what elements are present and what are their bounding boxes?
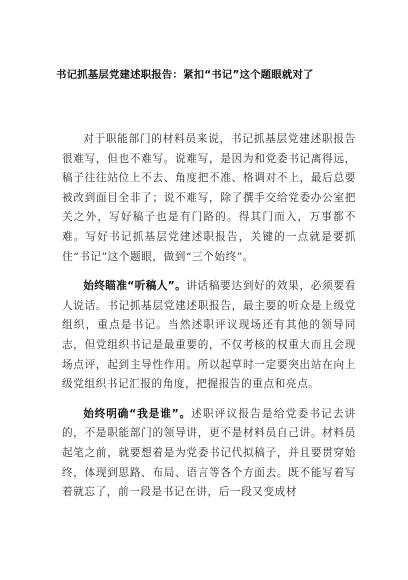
paragraph-audience-heading: 始终瞄准“听稿人”。 — [83, 280, 187, 293]
paragraph-identity-heading: 始终明确“我是谁”。 — [83, 407, 192, 420]
document-body — [62, 130, 356, 513]
paragraph-identity — [62, 405, 356, 503]
paragraph-intro-text: 对于职能部门的材料员来说，书记抓基层党建述职报告很难写，但也不难写。说难写，是因为和党委书记离得远，稿子往往站位上不去、角度把不准、格调对不上，最后总要被改到面目全非了；说不难写，除了撰手交给党委办公室把关之外，写好稿子也是有门路的。得其门而入，万事都不难。写好书记抓基层党建述职报告，关键的一点就是要抓住“书记”这个题眼，做到“三个始终”。 — [62, 133, 356, 263]
paragraph-intro — [62, 130, 356, 267]
paragraph-audience — [62, 277, 356, 395]
document-title: 书记抓基层党建述职报告：紧扣“书记”这个题眼就对了 — [56, 69, 314, 81]
paragraph-audience-text: 讲话稿要达到好的效果，必须要看人说话。书记抓基层党建述职报告，最主要的听众是上级党组织，重点是书记。当然述职评议现场还有其他的领导同志，但党组织书记是最重要的，不仅考核的权重大而且会现场点评，起到主导性作用。所以起草时一定要突出站在向上级党组织书记汇报的角度，把握报告的重点和亮点。 — [62, 280, 356, 391]
paragraph-identity-text: 述职评议报告是给党委书记去讲的，不是职能部门的领导讲，更不是材料员自己讲。材料员起笔之前，就要想着是为党委书记代拟稿子，并且要贯穿始终，体现到思路、布局、语言等各个方面去。既不能写着写着就忘了，前一段是书记在讲，后一段又变成材 — [62, 407, 356, 499]
